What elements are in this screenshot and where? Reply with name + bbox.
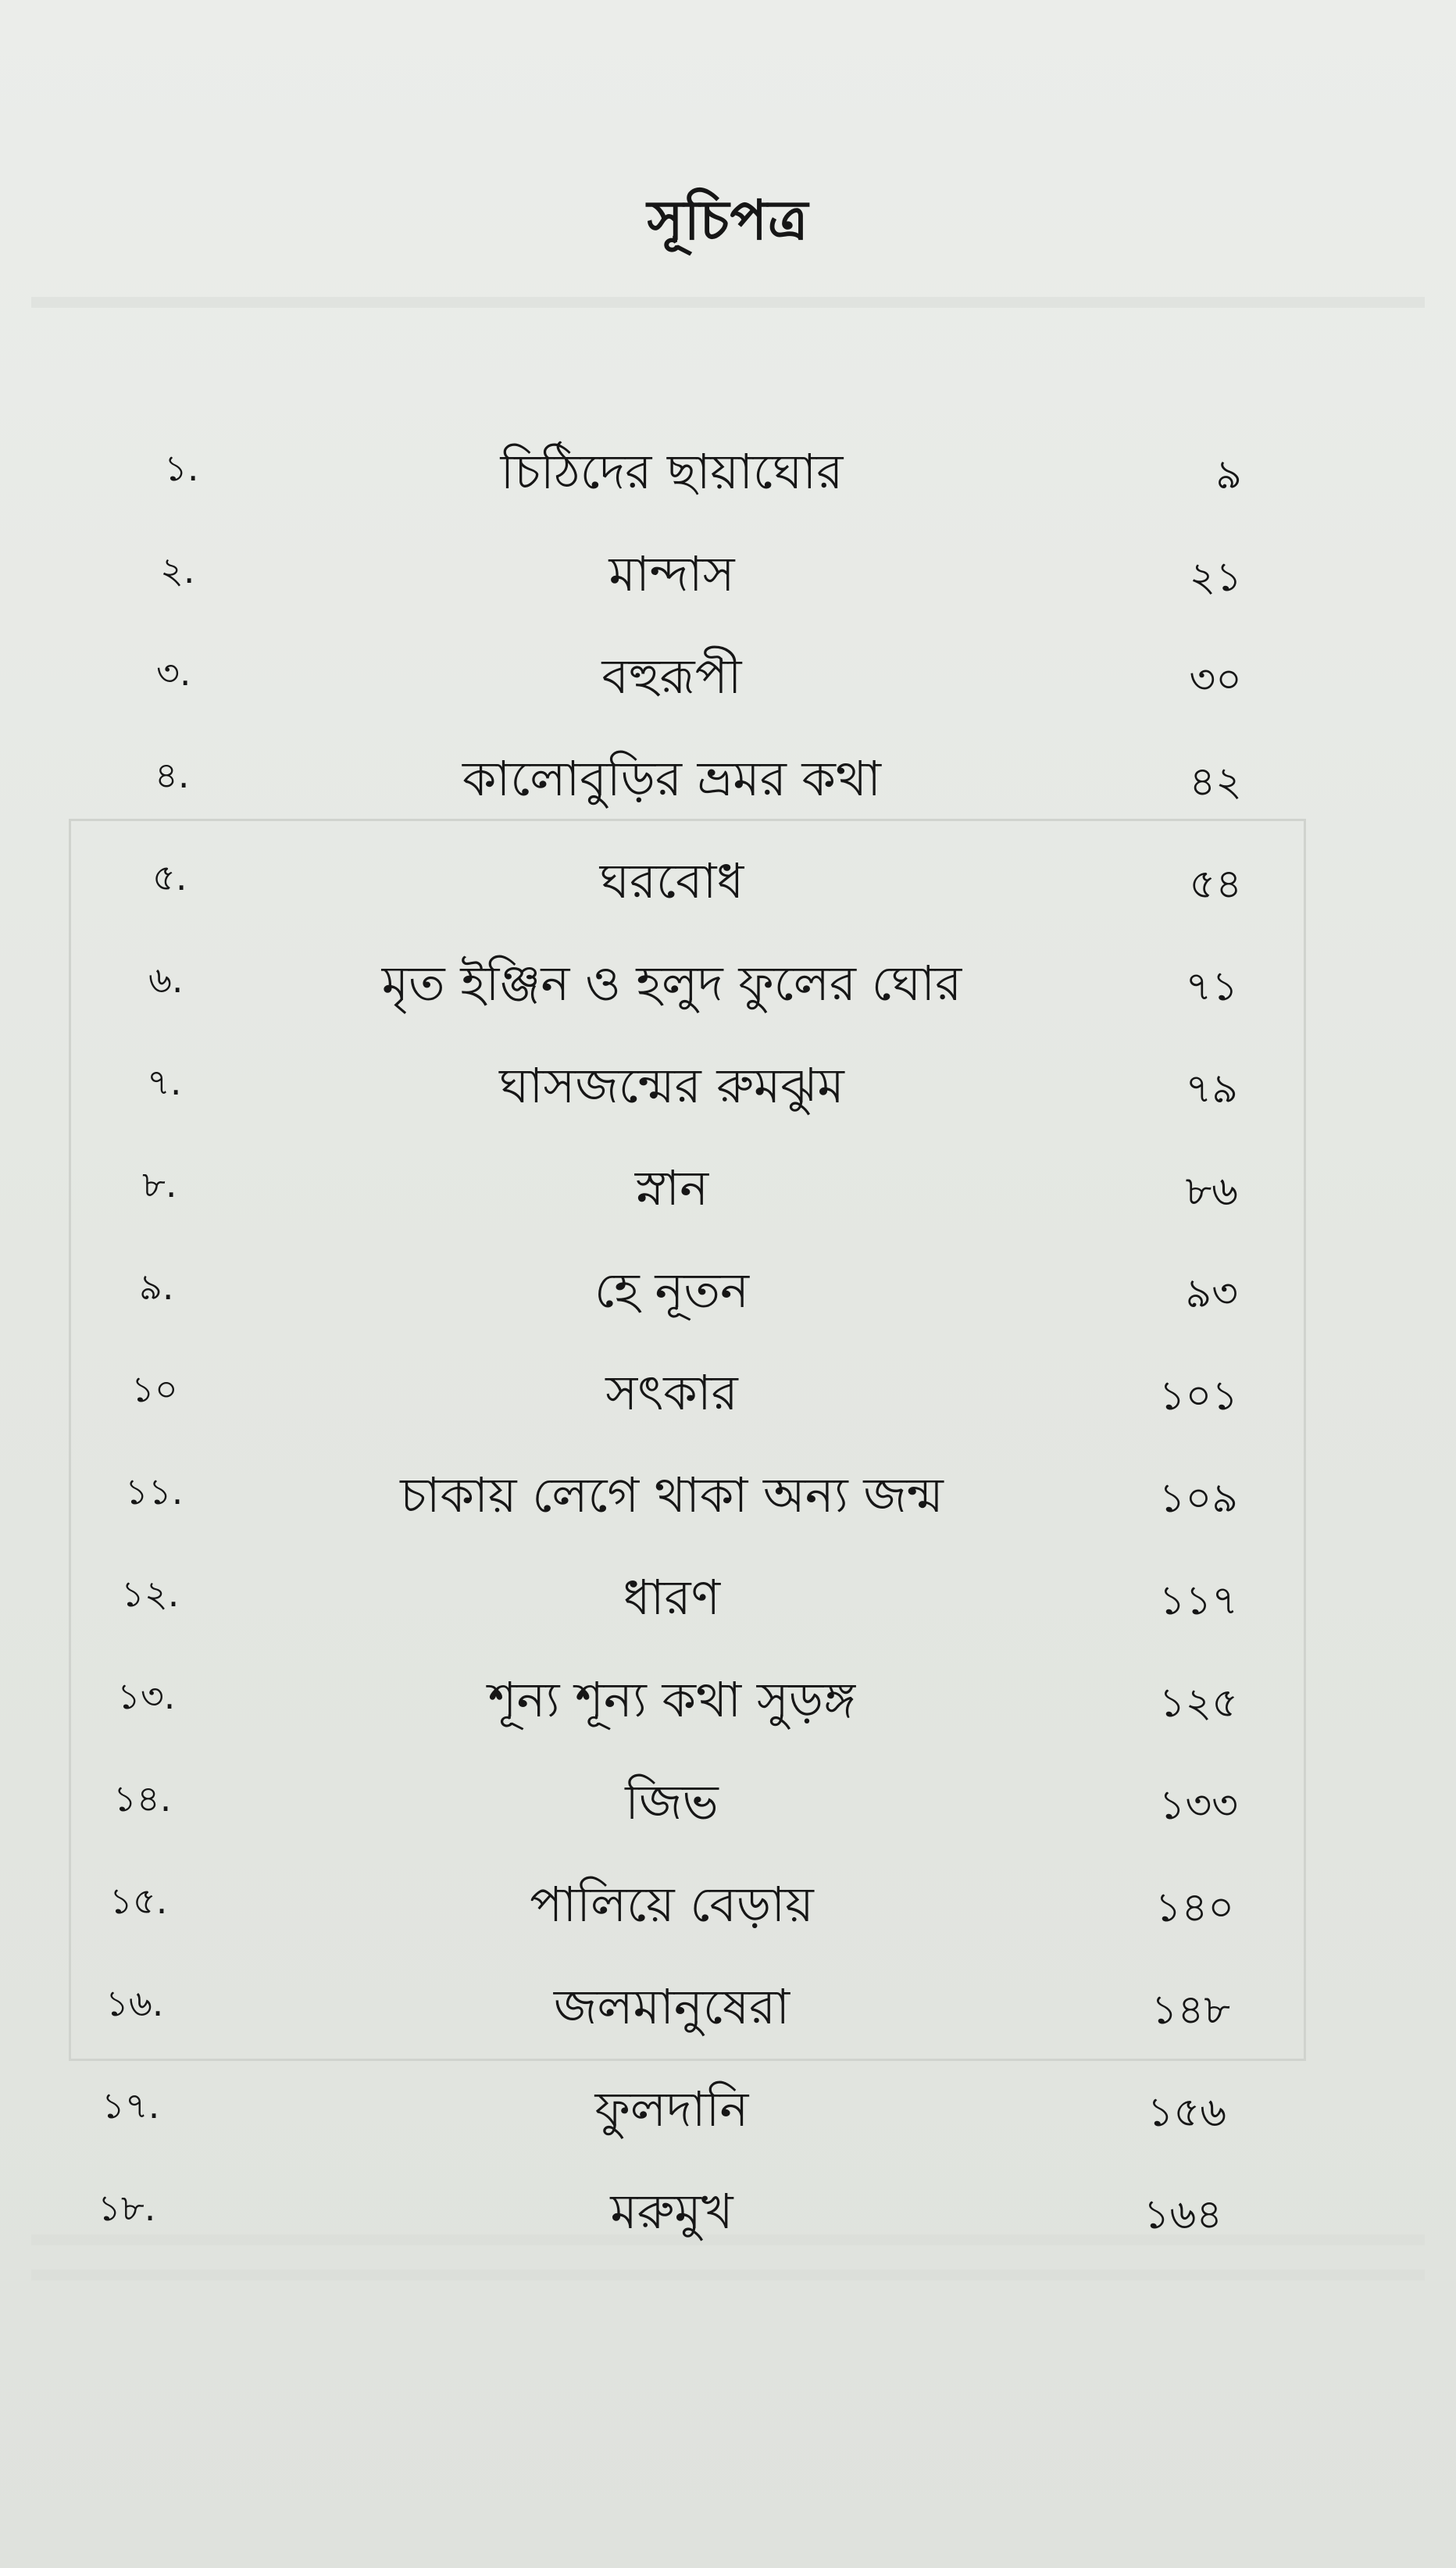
entry-number: ১৩. bbox=[117, 1675, 176, 1717]
toc-entry bbox=[0, 845, 1456, 923]
entry-page-number: ৯ bbox=[1215, 452, 1242, 498]
entry-title: মরুমুখ bbox=[610, 2183, 733, 2240]
entry-page-number: ১২৫ bbox=[1158, 1680, 1238, 1727]
entry-number: ৫. bbox=[152, 856, 187, 898]
toc-entry bbox=[0, 1254, 1456, 1332]
toc-entry bbox=[0, 947, 1456, 1025]
entry-title: বহুরূপী bbox=[601, 648, 742, 705]
entry-number: ৩. bbox=[156, 652, 191, 694]
toc-entry bbox=[0, 1766, 1456, 1844]
entry-number: ১৫. bbox=[109, 1880, 168, 1922]
entry-title: ঘরবোধ bbox=[599, 852, 744, 909]
toc-entry bbox=[0, 1868, 1456, 1946]
entry-page-number: ১৪০ bbox=[1154, 1884, 1234, 1931]
entry-title: মৃত ইঞ্জিন ও হলুদ ফুলের ঘোর bbox=[381, 955, 962, 1012]
toc-entry bbox=[0, 1970, 1456, 2048]
entry-number: ১৬. bbox=[105, 1982, 164, 2024]
entry-page-number: ১৩৩ bbox=[1158, 1782, 1238, 1829]
entry-number: ১৮. bbox=[98, 2187, 156, 2229]
entry-page-number: ১৬৪ bbox=[1143, 2191, 1222, 2238]
page-title: সূচিপত্র bbox=[647, 188, 809, 252]
entry-page-number: ৮৬ bbox=[1185, 1168, 1238, 1215]
entry-page-number: ১৪৮ bbox=[1151, 1987, 1230, 2034]
entry-page-number: ৭১ bbox=[1185, 963, 1238, 1010]
entry-title: স্নান bbox=[634, 1159, 709, 1216]
toc-entry bbox=[0, 1561, 1456, 1639]
entry-number: ১২. bbox=[121, 1573, 180, 1615]
entry-number: ৯. bbox=[139, 1266, 174, 1308]
entry-number: ১৭. bbox=[102, 2084, 160, 2127]
entry-title: সৎকার bbox=[605, 1364, 738, 1421]
entry-number: ৭. bbox=[147, 1061, 182, 1103]
toc-entry bbox=[0, 1049, 1456, 1127]
entry-title: জলমানুষেরা bbox=[553, 1978, 790, 2035]
entry-number: ১০ bbox=[131, 1368, 178, 1410]
toc-entry bbox=[0, 2175, 1456, 2253]
entry-number: ২. bbox=[160, 549, 195, 591]
entry-page-number: ৫৪ bbox=[1189, 861, 1242, 908]
toc-entry bbox=[0, 640, 1456, 718]
entry-page-number: ২১ bbox=[1189, 554, 1242, 601]
toc-entry bbox=[0, 1663, 1456, 1741]
entry-page-number: ১১৭ bbox=[1158, 1577, 1238, 1624]
entry-title: পালিয়ে বেড়ায় bbox=[530, 1876, 814, 1933]
entry-title: কালোবুড়ির ভ্রমর কথা bbox=[462, 750, 882, 807]
entry-page-number: ৯৩ bbox=[1185, 1270, 1238, 1317]
entry-title: চাকায় লেগে থাকা অন্য জন্ম bbox=[400, 1466, 944, 1523]
entry-page-number: ৪২ bbox=[1189, 759, 1242, 805]
entry-title: ফুলদানি bbox=[594, 2080, 749, 2138]
toc-entry bbox=[0, 1459, 1456, 1537]
entry-page-number: ১০১ bbox=[1158, 1373, 1238, 1420]
entry-page-number: ৩০ bbox=[1189, 656, 1242, 703]
entry-number: ১১. bbox=[125, 1470, 184, 1513]
toc-entry bbox=[0, 538, 1456, 616]
entry-title: হে নূতন bbox=[594, 1262, 749, 1319]
entry-number: ১. bbox=[164, 447, 199, 489]
entry-title: চিঠিদের ছায়াঘোর bbox=[500, 443, 844, 500]
entry-page-number: ৭৯ bbox=[1185, 1066, 1238, 1113]
entry-title: ঘাসজন্মের রুমঝুম bbox=[499, 1057, 844, 1114]
entry-page-number: ১৫৬ bbox=[1147, 2089, 1226, 2136]
toc-entry bbox=[0, 742, 1456, 820]
entry-number: ৪. bbox=[155, 754, 190, 796]
toc-entry bbox=[0, 1152, 1456, 1230]
toc-entry bbox=[0, 2073, 1456, 2151]
entry-number: ৬. bbox=[148, 959, 184, 1001]
entry-title: শূন্য শূন্য কথা সুড়ঙ্গ bbox=[487, 1671, 856, 1728]
toc-entry bbox=[0, 435, 1456, 513]
entry-title: জিভ bbox=[625, 1773, 719, 1830]
entry-number: ৮. bbox=[142, 1163, 177, 1205]
toc-entry bbox=[0, 1356, 1456, 1434]
entry-title: ধারণ bbox=[623, 1569, 721, 1626]
entry-page-number: ১০৯ bbox=[1158, 1475, 1238, 1522]
entry-title: মান্দাস bbox=[608, 545, 735, 602]
entry-number: ১৪. bbox=[113, 1777, 172, 1820]
